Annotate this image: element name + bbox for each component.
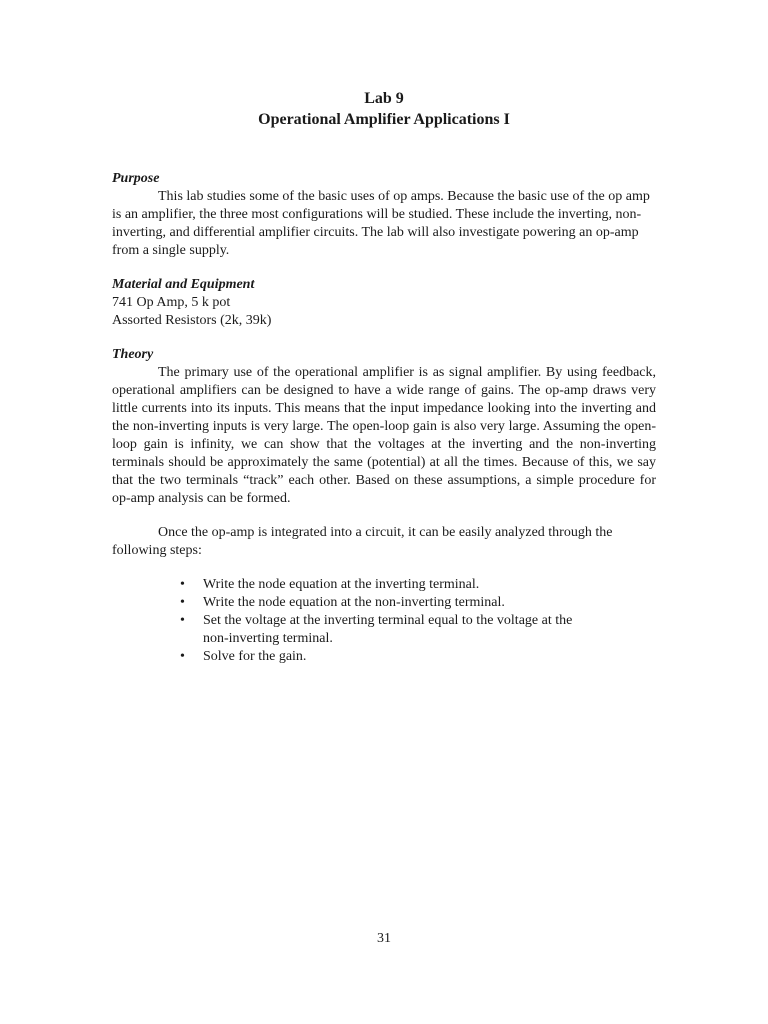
analysis-steps-list	[112, 576, 656, 666]
purpose-heading: Purpose	[112, 171, 160, 186]
materials-heading: Material and Equipment	[112, 277, 255, 292]
theory-paragraph: The primary use of the operational amplifier is as signal amplifier. By using feedback, operational amplifiers can be designed to have a wide range of gains. The op-amp draws very little currents into its inputs. This means that the input impedance looking into the inverting and the non-inverting inputs is very large. The open-loop gain is also very large. Assuming the open-loop gain is infinity, we can show that the voltages at the inverting and the non-inverting terminals should be approximately the same (potential) at all the times. Because of this, we say that the two terminals “track” each other. Based on these assumptions, a simple procedure for op-amp analysis can be formed.	[112, 365, 656, 506]
title-block	[0, 88, 768, 130]
list-item-text: Write the node equation at the non-inverting terminal.	[203, 595, 505, 610]
list-item	[180, 594, 583, 612]
lab-title: Operational Amplifier Applications I	[258, 111, 510, 128]
bullet-icon: •	[180, 577, 185, 592]
spacer	[112, 560, 656, 576]
list-item-text: Set the voltage at the inverting terminal equal to the voltage at the non-inverting terminal.	[203, 613, 573, 646]
list-item	[180, 612, 583, 648]
materials-item: Assorted Resistors (2k, 39k)	[112, 313, 272, 328]
spacer	[112, 508, 656, 524]
spacer	[112, 260, 656, 276]
document-body	[112, 170, 656, 666]
bullet-icon: •	[180, 613, 185, 628]
theory-heading: Theory	[112, 347, 154, 362]
materials-item: 741 Op Amp, 5 k pot	[112, 295, 231, 310]
list-item	[180, 576, 583, 594]
page-number: 31	[377, 931, 391, 946]
bullet-icon: •	[180, 649, 185, 664]
purpose-paragraph: This lab studies some of the basic uses of op amps. Because the basic use of the op amp is an amplifier, the three most configurations will be studied. These include the inverting, non-inverting, and differential amplifier circuits. The lab will also investigate powering an op-amp from a single supply.	[112, 189, 650, 258]
steps-intro-paragraph: Once the op-amp is integrated into a circuit, it can be easily analyzed through the following steps:	[112, 525, 613, 558]
list-item-text: Solve for the gain.	[203, 649, 307, 664]
list-item	[180, 648, 583, 666]
list-item-text: Write the node equation at the inverting terminal.	[203, 577, 480, 592]
spacer	[112, 330, 656, 346]
bullet-icon: •	[180, 595, 185, 610]
lab-number: Lab 9	[364, 90, 404, 107]
